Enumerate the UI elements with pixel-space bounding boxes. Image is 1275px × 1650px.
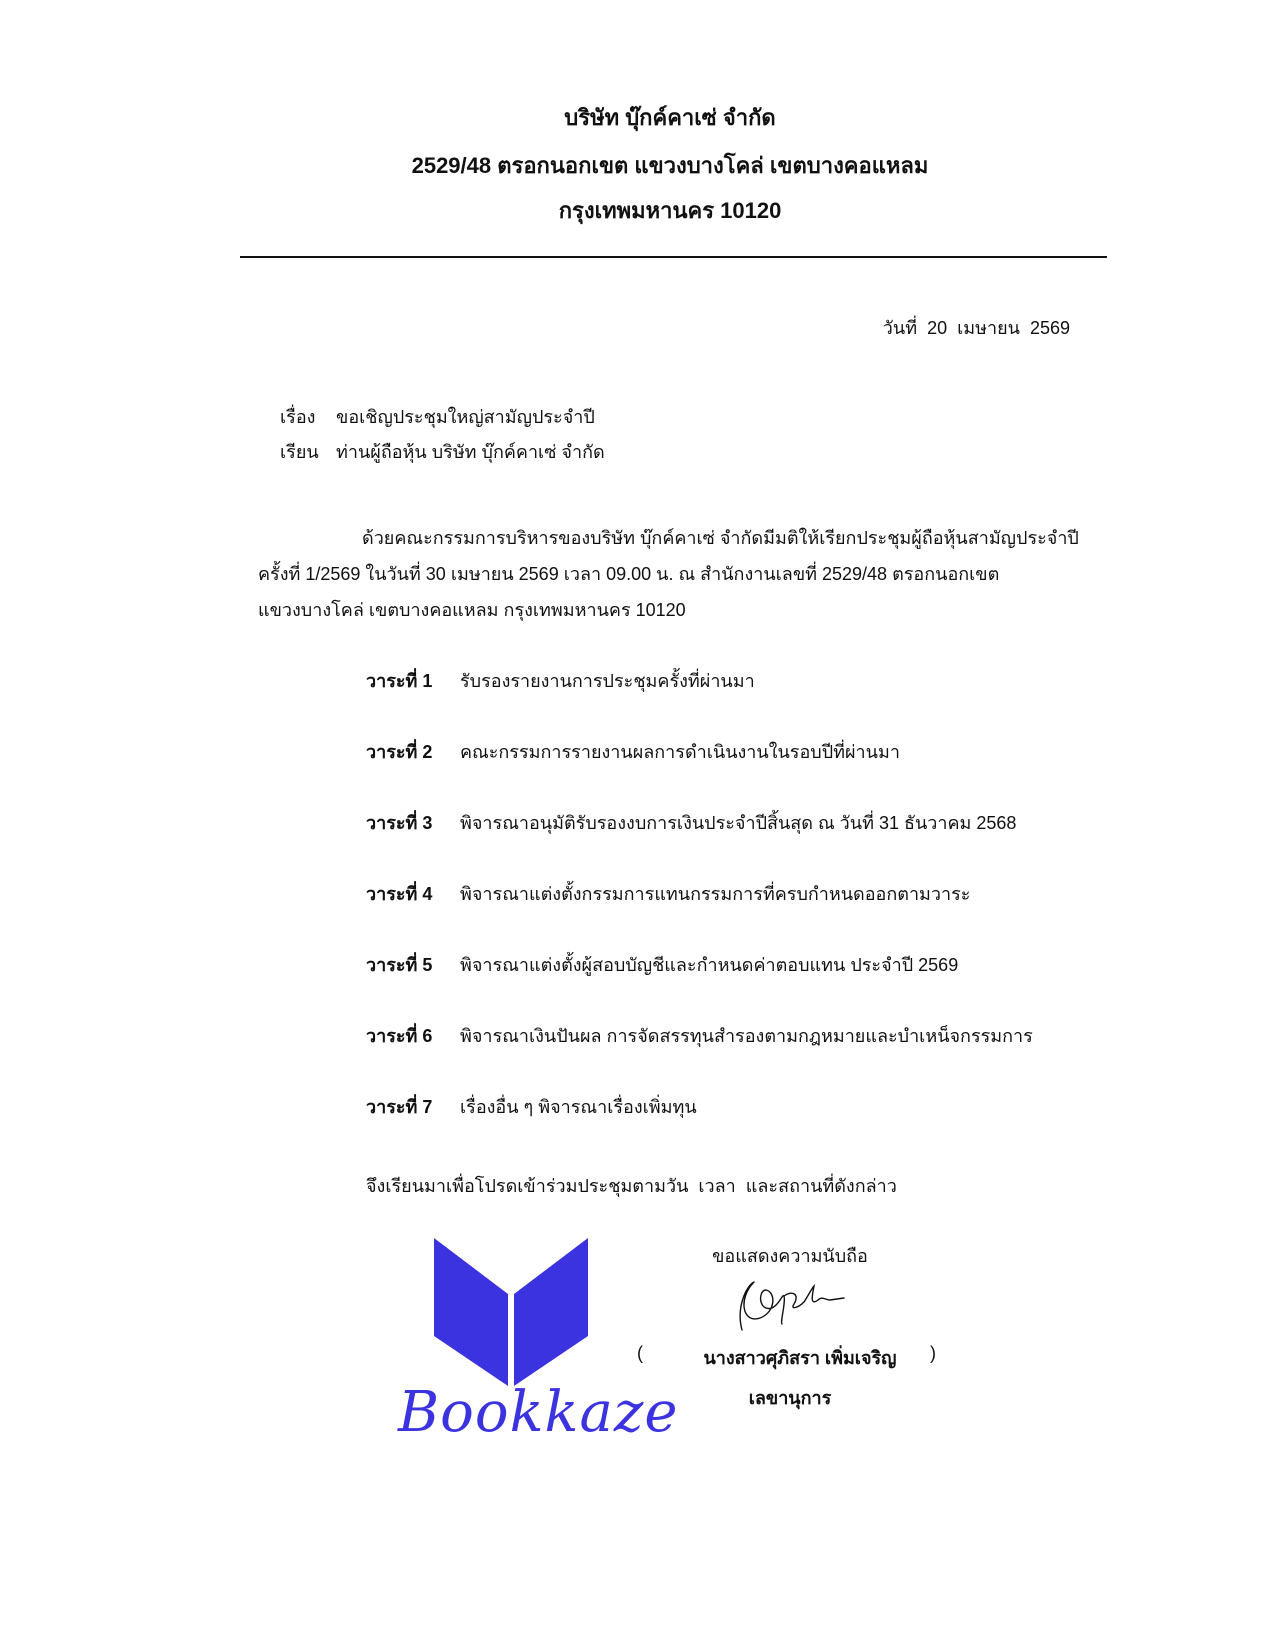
recipient-value: ท่านผู้ถือหุ้น บริษัท บุ๊กค์คาเซ่ จำกัด: [336, 442, 605, 462]
body-line-2: ครั้งที่ 1/2569 ในวันที่ 30 เมษายน 2569 เวลา 09.00 น. ณ สำนักงานเลขที่ 2529/48 ตรอกนอกเขต: [258, 564, 1000, 584]
agenda-text: พิจารณาแต่งตั้งกรรมการแทนกรรมการที่ครบกำหนดออกตามวาระ: [460, 884, 971, 904]
company-name: บริษัท บุ๊กค์คาเซ่ จำกัด: [564, 105, 776, 130]
agenda-text: คณะกรรมการรายงานผลการดำเนินงานในรอบปีที่ผ่านมา: [460, 742, 900, 762]
header-divider: [240, 256, 1107, 258]
agenda-text: พิจารณาแต่งตั้งผู้สอบบัญชีและกำหนดค่าตอบแทน ประจำปี 2569: [460, 955, 959, 975]
subject-label: เรื่อง: [280, 407, 316, 427]
agenda-number: วาระที่ 2: [366, 742, 433, 762]
subject-value: ขอเชิญประชุมใหญ่สามัญประจำปี: [336, 407, 595, 427]
agenda-text: เรื่องอื่น ๆ พิจารณาเรื่องเพิ่มทุน: [460, 1097, 697, 1117]
signer-title: เลขานุการ: [748, 1388, 832, 1408]
agenda-number: วาระที่ 4: [366, 884, 433, 904]
signer-open-paren: (: [637, 1343, 643, 1363]
recipient-label: เรียน: [280, 442, 319, 462]
agenda-number: วาระที่ 1: [366, 671, 433, 691]
closing-sentence: จึงเรียนมาเพื่อโปรดเข้าร่วมประชุมตามวัน เวลา และสถานที่ดังกล่าว: [366, 1176, 897, 1196]
body-line-3: แขวงบางโคล่ เขตบางคอแหลม กรุงเทพมหานคร 10120: [258, 600, 686, 620]
signature: [732, 1278, 852, 1338]
agenda-item: [366, 950, 958, 979]
letter-date: วันที่ 20 เมษายน 2569: [882, 318, 1070, 338]
agenda-item: [366, 808, 1016, 837]
agenda-text: พิจารณาเงินปันผล การจัดสรรทุนสำรองตามกฎหมายและบำเหน็จกรรมการ: [460, 1026, 1033, 1046]
agenda-number: วาระที่ 7: [366, 1097, 433, 1117]
recipient-row: [260, 416, 605, 487]
regards-text: ขอแสดงความนับถือ: [712, 1246, 868, 1266]
agenda-text: รับรองรายงานการประชุมครั้งที่ผ่านมา: [460, 671, 755, 691]
agenda-number: วาระที่ 3: [366, 813, 433, 833]
signer-close-paren: ): [930, 1343, 936, 1363]
agenda-item: [366, 1092, 697, 1121]
agenda-number: วาระที่ 6: [366, 1026, 433, 1046]
agenda-item: [366, 1021, 1033, 1050]
company-address-line2: กรุงเทพมหานคร 10120: [558, 198, 782, 223]
agenda-text: พิจารณาอนุมัติรับรองงบการเงินประจำปีสิ้นสุด ณ วันที่ 31 ธันวาคม 2568: [460, 813, 1017, 833]
body-line-1: ด้วยคณะกรรมการบริหารของบริษัท บุ๊กค์คาเซ่ จำกัดมีมติให้เรียกประชุมผู้ถือหุ้นสามัญประจำปี: [362, 528, 1079, 548]
agenda-item: [366, 666, 755, 695]
agenda-item: [366, 879, 970, 908]
agenda-item: [366, 737, 900, 766]
agenda-number: วาระที่ 5: [366, 955, 433, 975]
signer-name: นางสาวศุภิสรา เพิ่มเจริญ: [703, 1348, 897, 1368]
logo-wordmark: Bookkaze: [398, 1380, 679, 1445]
company-address-line1: 2529/48 ตรอกนอกเขต แขวงบางโคล่ เขตบางคอแหลม: [411, 153, 929, 178]
